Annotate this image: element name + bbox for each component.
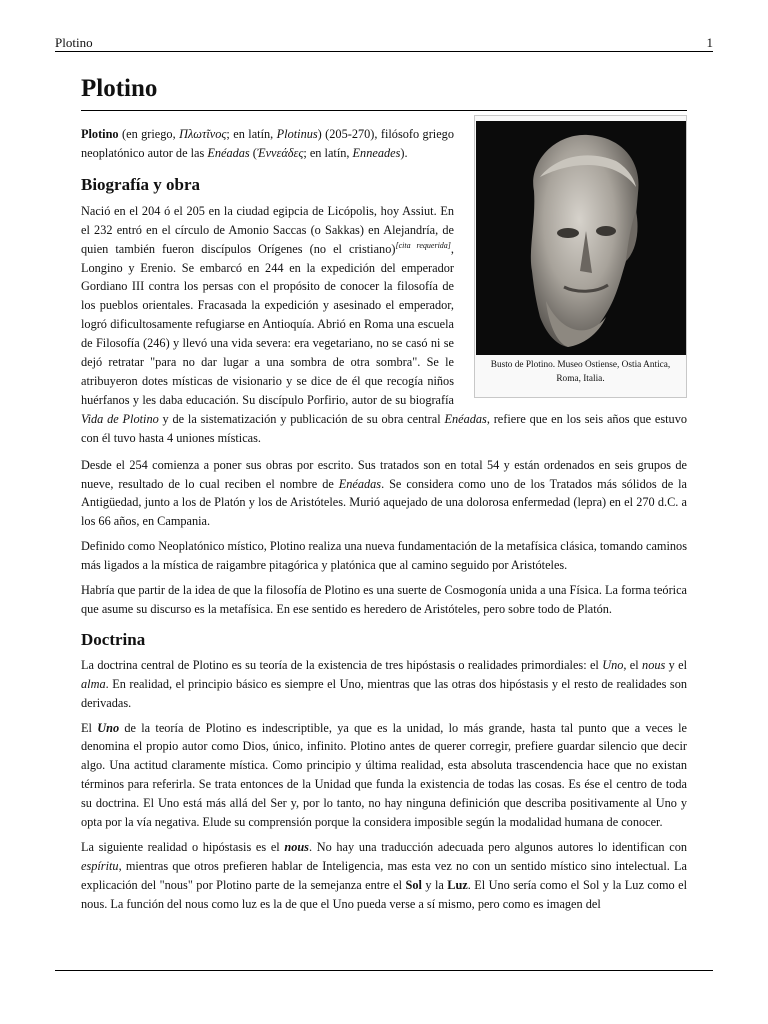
doc-p3-espiritu: espíritu: [81, 858, 119, 873]
doc-p3-nous: nous: [284, 840, 309, 854]
intro-work-greek: Ἐννεάδες: [256, 145, 304, 160]
intro-text-4: (: [249, 145, 257, 160]
doc-p3-luz: Luz: [447, 877, 468, 892]
bust-figure: [474, 115, 687, 398]
doc-p1-nous: nous: [642, 657, 666, 672]
running-header: [55, 35, 713, 52]
bio-p1-text-a: Nació en el 204 ó el 205 en la ciudad egipcia de Licópolis, hoy Assiut. En el 232 entró en el círculo de Amonio Saccas (o Sakkas) en Alejandría, de quien también fueron discípulos Orígenes (no el cristiano): [81, 203, 454, 256]
doc-p1-text-d: . En realidad, el principio básico es siempre el Uno, mientras que las otras dos hipóstasis y el resto de realidades son derivadas.: [81, 676, 687, 710]
doc-p1-uno: Uno: [602, 657, 624, 672]
citation-needed[interactable]: [cita requerida]: [395, 240, 451, 250]
doc-p2-text-b: de la teoría de Plotino es indescriptible, ya que es la unidad, lo más grande, hasta tal punto que a veces le denomina el propio autor como Dios, único, infinito. Plotino antes de querer corregir, prefiere guardar silencio que decir algo. Una actitud claramente mística. Como principio y última realidad, esta absoluta trascendencia hace que no existan términos para referirla. Se trata entonces de la Unidad que funda la existencia de todas las cosas. Es ése el centro de toda su doctrina. El Uno está más allá del Ser y, por lo tanto, no hay ninguna definición que describa positivamente al Uno y opta por la vía negativa. Elude su comprensión porque la considera imposible según la modalidad humana de conocer.: [81, 720, 687, 830]
intro-name: Plotino: [81, 127, 119, 141]
doc-p3-text-a: La siguiente realidad o hipóstasis es el: [81, 840, 285, 854]
doc-p1-text-a: La doctrina central de Plotino es su teoría de la existencia de tres hipóstasis o realidades primordiales: el: [81, 657, 603, 672]
section-heading-doctrina: Doctrina: [81, 629, 146, 649]
intro-text-2: ; en latín,: [226, 127, 277, 141]
bio-p1-text-c: y de la sistematización y publicación de su obra central: [158, 411, 445, 426]
figure-caption: Busto de Plotino. Museo Ostiense, Ostia Antica, Roma, Italia.: [490, 360, 671, 384]
doc-p3-text-e: . El Uno sería como el Sol y la Luz como el nous. La función del nous como luz es la de que el Uno pueda verse a sí mismo, pero como es imagen del: [81, 877, 687, 911]
intro-work-latin: Enneades: [352, 145, 401, 160]
footer-rule: [55, 970, 713, 971]
bio-p2-text-b: . Se considera como uno de los Tratados más sólidos de la Antigüedad, junto a los de Platón y los de Aristóteles. Murió aquejado de una dolorosa enfermedad (lepra) en el 270 d.C. a los 66 años, en Campania.: [81, 476, 687, 529]
intro-text-5: ; en latín,: [303, 145, 353, 160]
bio-paragraph-2: [81, 456, 687, 532]
intro-text-1: (en griego,: [118, 127, 180, 141]
bio-p1-vida: Vida de Plotino: [81, 411, 159, 426]
page-number: 1: [706, 35, 713, 50]
bio-paragraph-3: Definido como Neoplatónico místico, Plotino realiza una nueva fundamentación de la metafísica clásica, tomando caminos más ligados a la mística de raigambre pitagórica y platónica que al camino seguido por Aristóteles.: [81, 539, 687, 573]
doc-p1-text-b: , el: [623, 657, 643, 672]
doc-p3-sol: Sol: [405, 877, 422, 892]
bio-p2-eneadas: Enéadas: [338, 476, 382, 491]
bust-image: [476, 121, 686, 355]
bio-p1-eneadas: Enéadas: [444, 411, 487, 426]
intro-latin: Plotinus: [276, 127, 318, 141]
section-heading-biografia: Biografía y obra: [81, 174, 200, 194]
doc-p3-text-b: . No hay una traducción adecuada pero algunos autores lo identifican con: [308, 840, 687, 854]
bio-p1-text-b: , Longino y Erenio. Se embarcó en 244 en la expedición del emperador Gordiano III contra los persas con el propósito de conocer la filosofía de los pueblos orientales. Fracasada la expedición y asesinado el emperador, logró dificultosamente refugiarse en Antioquía. Abrió en Roma una escuela de Filosofía (246) y llevó una vida severa: era vegetariano, no se casó ni se dejó retratar "para no dar lugar a una sombra de otra sombra". Se le atribuyeron dotes místicas de visionario y se dice de él que recogía niños huérfanos y les daba educación. Su discípulo Porfirio, autor de su biografía: [81, 241, 454, 407]
bio-paragraph-4: Habría que partir de la idea de que la filosofía de Plotino es una suerte de Cosmogonía unida a una Física. La forma teórica que asume su discurso es la metafísica. En ese sentido es heredero de Aristóteles, pero sobre todo de Platón.: [81, 583, 687, 616]
article-title: Plotino: [81, 72, 687, 111]
intro-greek: Πλωτῖνος: [179, 127, 227, 141]
doctrina-paragraph-3: [81, 838, 687, 914]
article: [81, 72, 687, 914]
bio-p1-text-d: , refiere que en los seis años que estuvo con él tuvo hasta 4 uniones místicas.: [81, 411, 687, 445]
doc-p3-text-d: y la: [421, 877, 448, 892]
bio-p2-text-a: Desde el 254 comienza a poner sus obras por escrito. Sus tratados son en total 54 y están ordenados en seis grupos de nueve, resultado de lo cual reciben el nombre de: [81, 457, 687, 491]
doc-p3-text-c: , mientras que otros prefieren hablar de Inteligencia, mas esta vez no con un sentido místico sino intelectual. La explicación del "nous" por Plotino parte de la semejanza entre el: [81, 858, 687, 892]
doc-p2-text-a: El: [81, 720, 98, 735]
intro-work: Enéadas: [207, 145, 250, 160]
intro-text-3: ) (205-270), filósofo griego neoplatónico autor de las: [81, 127, 454, 160]
doc-p2-uno: Uno: [97, 720, 120, 735]
intro-text-6: ).: [400, 145, 408, 160]
doctrina-paragraph-1: [81, 656, 687, 713]
running-header-title: Plotino: [55, 35, 93, 50]
doctrina-paragraph-2: [81, 719, 687, 832]
doc-p1-alma: alma: [81, 676, 106, 691]
doc-p1-text-c: y el: [665, 657, 687, 672]
